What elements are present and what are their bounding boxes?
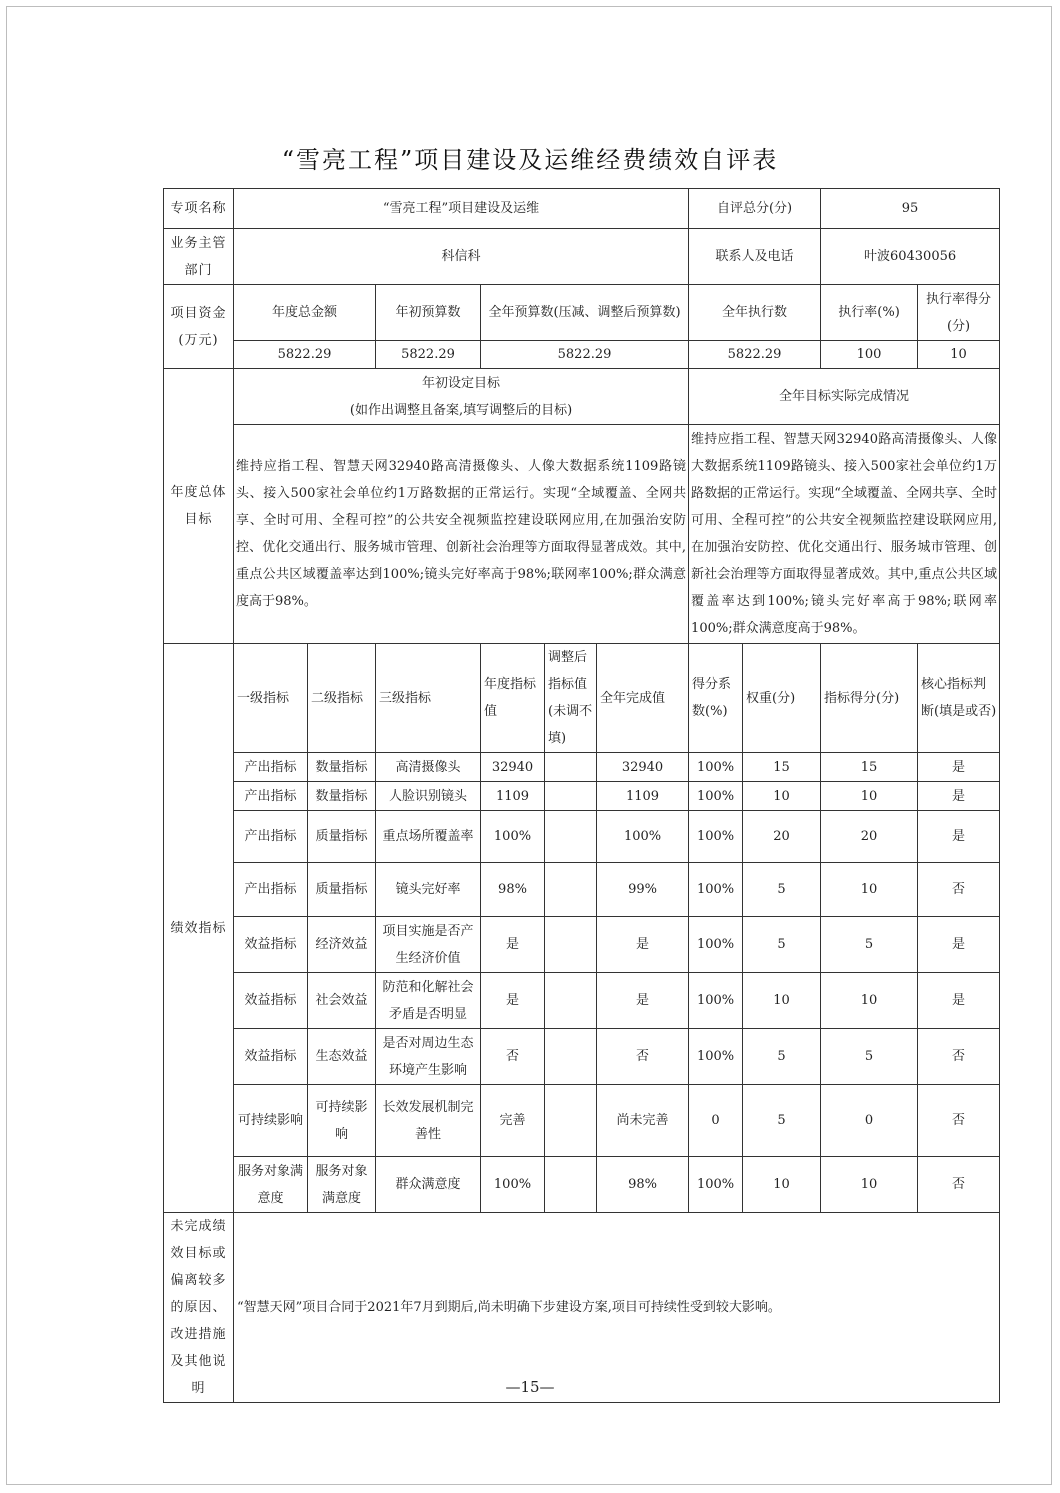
- notes-label: 未完成绩效目标或偏离较多的原因、改进措施及其他说明: [164, 1213, 234, 1403]
- cell-adjusted: [545, 973, 597, 1029]
- cell-score: 15: [821, 753, 918, 782]
- ind-header-target: 年度指标值: [481, 644, 545, 753]
- cell-target: 否: [481, 1029, 545, 1085]
- cell-actual: 99%: [597, 863, 689, 917]
- page-number: —15—: [505, 1378, 555, 1396]
- cell-score: 0: [821, 1085, 918, 1157]
- cell-target: 32940: [481, 753, 545, 782]
- goals-label: 年度总体目标: [164, 369, 234, 644]
- dept-value: 科信科: [234, 229, 689, 285]
- cell-core: 是: [918, 917, 1000, 973]
- cell-coef: 100%: [689, 917, 743, 973]
- cell-level2: 数量指标: [308, 782, 376, 811]
- cell-core: 是: [918, 753, 1000, 782]
- funds-label: 项目资金(万元): [164, 285, 234, 369]
- score-value: 95: [821, 189, 1000, 229]
- cell-score: 10: [821, 863, 918, 917]
- cell-weight: 5: [743, 863, 821, 917]
- funds-value-initial: 5822.29: [376, 341, 481, 369]
- cell-level1: 效益指标: [234, 973, 308, 1029]
- cell-coef: 100%: [689, 811, 743, 863]
- cell-level1: 产出指标: [234, 782, 308, 811]
- cell-level1: 产出指标: [234, 863, 308, 917]
- funds-header-initial: 年初预算数: [376, 285, 481, 341]
- cell-level3: 防范和化解社会矛盾是否明显: [376, 973, 481, 1029]
- row-notes: [164, 1213, 1000, 1403]
- cell-level2: 质量指标: [308, 863, 376, 917]
- cell-adjusted: [545, 811, 597, 863]
- cell-level2: 服务对象满意度: [308, 1157, 376, 1213]
- ind-header-score: 指标得分(分): [821, 644, 918, 753]
- table-row: [164, 1085, 1000, 1157]
- cell-adjusted: [545, 863, 597, 917]
- cell-level3: 群众满意度: [376, 1157, 481, 1213]
- cell-level3: 长效发展机制完善性: [376, 1085, 481, 1157]
- goals-set-header: [234, 369, 689, 425]
- funds-value-adjusted: 5822.29: [481, 341, 689, 369]
- table-row: [164, 811, 1000, 863]
- cell-coef: 100%: [689, 753, 743, 782]
- cell-weight: 5: [743, 1085, 821, 1157]
- cell-actual: 98%: [597, 1157, 689, 1213]
- cell-level3: 项目实施是否产生经济价值: [376, 917, 481, 973]
- cell-actual: 32940: [597, 753, 689, 782]
- funds-header-rate: 执行率(%): [821, 285, 918, 341]
- cell-actual: 100%: [597, 811, 689, 863]
- row-goals-header: [164, 369, 1000, 425]
- cell-level3: 高清摄像头: [376, 753, 481, 782]
- cell-level2: 数量指标: [308, 753, 376, 782]
- evaluation-form: [163, 188, 1000, 1403]
- goals-actual-header: 全年目标实际完成情况: [689, 369, 1000, 425]
- ind-header-level1: 一级指标: [234, 644, 308, 753]
- cell-adjusted: [545, 1157, 597, 1213]
- ind-header-core: 核心指标判断(填是或否): [918, 644, 1000, 753]
- cell-target: 完善: [481, 1085, 545, 1157]
- table-row: [164, 917, 1000, 973]
- cell-adjusted: [545, 753, 597, 782]
- cell-weight: 5: [743, 1029, 821, 1085]
- cell-core: 否: [918, 1029, 1000, 1085]
- cell-score: 10: [821, 782, 918, 811]
- ind-header-adjusted: 调整后指标值(未调不填): [545, 644, 597, 753]
- table-row: [164, 973, 1000, 1029]
- dept-label: 业务主管部门: [164, 229, 234, 285]
- cell-level1: 效益指标: [234, 917, 308, 973]
- funds-header-adjusted: 全年预算数(压减、调整后预算数): [481, 285, 689, 341]
- row-dept: [164, 229, 1000, 285]
- cell-score: 5: [821, 1029, 918, 1085]
- contact-label: 联系人及电话: [689, 229, 821, 285]
- cell-target: 是: [481, 973, 545, 1029]
- cell-target: 100%: [481, 811, 545, 863]
- table-row: [164, 1157, 1000, 1213]
- cell-level2: 生态效益: [308, 1029, 376, 1085]
- cell-coef: 100%: [689, 1029, 743, 1085]
- cell-level3: 是否对周边生态环境产生影响: [376, 1029, 481, 1085]
- table-row: [164, 1029, 1000, 1085]
- funds-header-rate-score: 执行率得分(分): [918, 285, 1000, 341]
- cell-weight: 10: [743, 1157, 821, 1213]
- row-project: [164, 189, 1000, 229]
- cell-weight: 20: [743, 811, 821, 863]
- cell-level1: 效益指标: [234, 1029, 308, 1085]
- ind-header-level2: 二级指标: [308, 644, 376, 753]
- funds-value-total: 5822.29: [234, 341, 376, 369]
- goals-set-title: 年初设定目标: [422, 375, 501, 391]
- cell-core: 否: [918, 1157, 1000, 1213]
- score-label: 自评总分(分): [689, 189, 821, 229]
- cell-target: 是: [481, 917, 545, 973]
- row-indicators-header: [164, 644, 1000, 753]
- cell-score: 20: [821, 811, 918, 863]
- ind-header-coef: 得分系数(%): [689, 644, 743, 753]
- cell-actual: 是: [597, 917, 689, 973]
- cell-coef: 100%: [689, 782, 743, 811]
- cell-level2: 质量指标: [308, 811, 376, 863]
- project-name: “雪亮工程”项目建设及运维: [234, 189, 689, 229]
- cell-weight: 5: [743, 917, 821, 973]
- funds-header-total: 年度总金额: [234, 285, 376, 341]
- cell-core: 是: [918, 973, 1000, 1029]
- cell-coef: 100%: [689, 863, 743, 917]
- cell-coef: 100%: [689, 1157, 743, 1213]
- cell-score: 10: [821, 1157, 918, 1213]
- row-funds-header: [164, 285, 1000, 341]
- funds-value-executed: 5822.29: [689, 341, 821, 369]
- cell-adjusted: [545, 917, 597, 973]
- notes-text: “智慧天网”项目合同于2021年7月到期后,尚未明确下步建设方案,项目可持续性受到较大影响。: [234, 1213, 1000, 1403]
- page-title: “雪亮工程”项目建设及运维经费绩效自评表: [281, 146, 779, 174]
- ind-header-weight: 权重(分): [743, 644, 821, 753]
- cell-adjusted: [545, 782, 597, 811]
- project-label: 专项名称: [164, 189, 234, 229]
- cell-level1: 产出指标: [234, 753, 308, 782]
- row-funds-values: [164, 341, 1000, 369]
- cell-level2: 可持续影响: [308, 1085, 376, 1157]
- table-row: [164, 782, 1000, 811]
- row-goals-text: [164, 425, 1000, 644]
- table-row: [164, 753, 1000, 782]
- cell-weight: 10: [743, 973, 821, 1029]
- funds-header-executed: 全年执行数: [689, 285, 821, 341]
- cell-score: 5: [821, 917, 918, 973]
- cell-actual: 1109: [597, 782, 689, 811]
- cell-level1: 产出指标: [234, 811, 308, 863]
- indicators-label: 绩效指标: [164, 644, 234, 1213]
- ind-header-actual: 全年完成值: [597, 644, 689, 753]
- cell-weight: 10: [743, 782, 821, 811]
- ind-header-level3: 三级指标: [376, 644, 481, 753]
- contact-value: 叶波60430056: [821, 229, 1000, 285]
- funds-value-rate-score: 10: [918, 341, 1000, 369]
- cell-coef: 0: [689, 1085, 743, 1157]
- goals-set-note: (如作出调整且备案,填写调整后的目标): [349, 402, 573, 418]
- cell-adjusted: [545, 1085, 597, 1157]
- cell-core: 是: [918, 811, 1000, 863]
- cell-weight: 15: [743, 753, 821, 782]
- cell-level1: 服务对象满意度: [234, 1157, 308, 1213]
- goals-set-text: 维持应指工程、智慧天网32940路高清摄像头、人像大数据系统1109路镜头、接入500家社会单位约1万路数据的正常运行。实现“全域覆盖、全网共享、全时可用、全程可控”的公共安全视频监控建设联网应用,在加强治安防控、优化交通出行、服务城市管理、创新社会治理等方面取得显著成效。其中,重点公共区域覆盖率达到100%;镜头完好率高于98%;联网率100%;群众满意度高于98%。: [234, 425, 689, 644]
- cell-level3: 镜头完好率: [376, 863, 481, 917]
- cell-score: 10: [821, 973, 918, 1029]
- cell-coef: 100%: [689, 973, 743, 1029]
- cell-core: 否: [918, 1085, 1000, 1157]
- cell-target: 1109: [481, 782, 545, 811]
- cell-level3: 重点场所覆盖率: [376, 811, 481, 863]
- table-row: [164, 863, 1000, 917]
- cell-level3: 人脸识别镜头: [376, 782, 481, 811]
- cell-adjusted: [545, 1029, 597, 1085]
- cell-level1: 可持续影响: [234, 1085, 308, 1157]
- cell-actual: 尚未完善: [597, 1085, 689, 1157]
- cell-level2: 经济效益: [308, 917, 376, 973]
- cell-level2: 社会效益: [308, 973, 376, 1029]
- goals-actual-text: 维持应指工程、智慧天网32940路高清摄像头、人像大数据系统1109路镜头、接入500家社会单位约1万路数据的正常运行。实现“全域覆盖、全网共享、全时可用、全程可控”的公共安全视频监控建设联网应用,在加强治安防控、优化交通出行、服务城市管理、创新社会治理等方面取得显著成效。其中,重点公共区域覆盖率达到100%;镜头完好率高于98%;联网率100%;群众满意度高于98%。: [689, 425, 1000, 644]
- funds-value-rate: 100: [821, 341, 918, 369]
- cell-target: 100%: [481, 1157, 545, 1213]
- cell-core: 是: [918, 782, 1000, 811]
- cell-target: 98%: [481, 863, 545, 917]
- cell-actual: 是: [597, 973, 689, 1029]
- cell-actual: 否: [597, 1029, 689, 1085]
- cell-core: 否: [918, 863, 1000, 917]
